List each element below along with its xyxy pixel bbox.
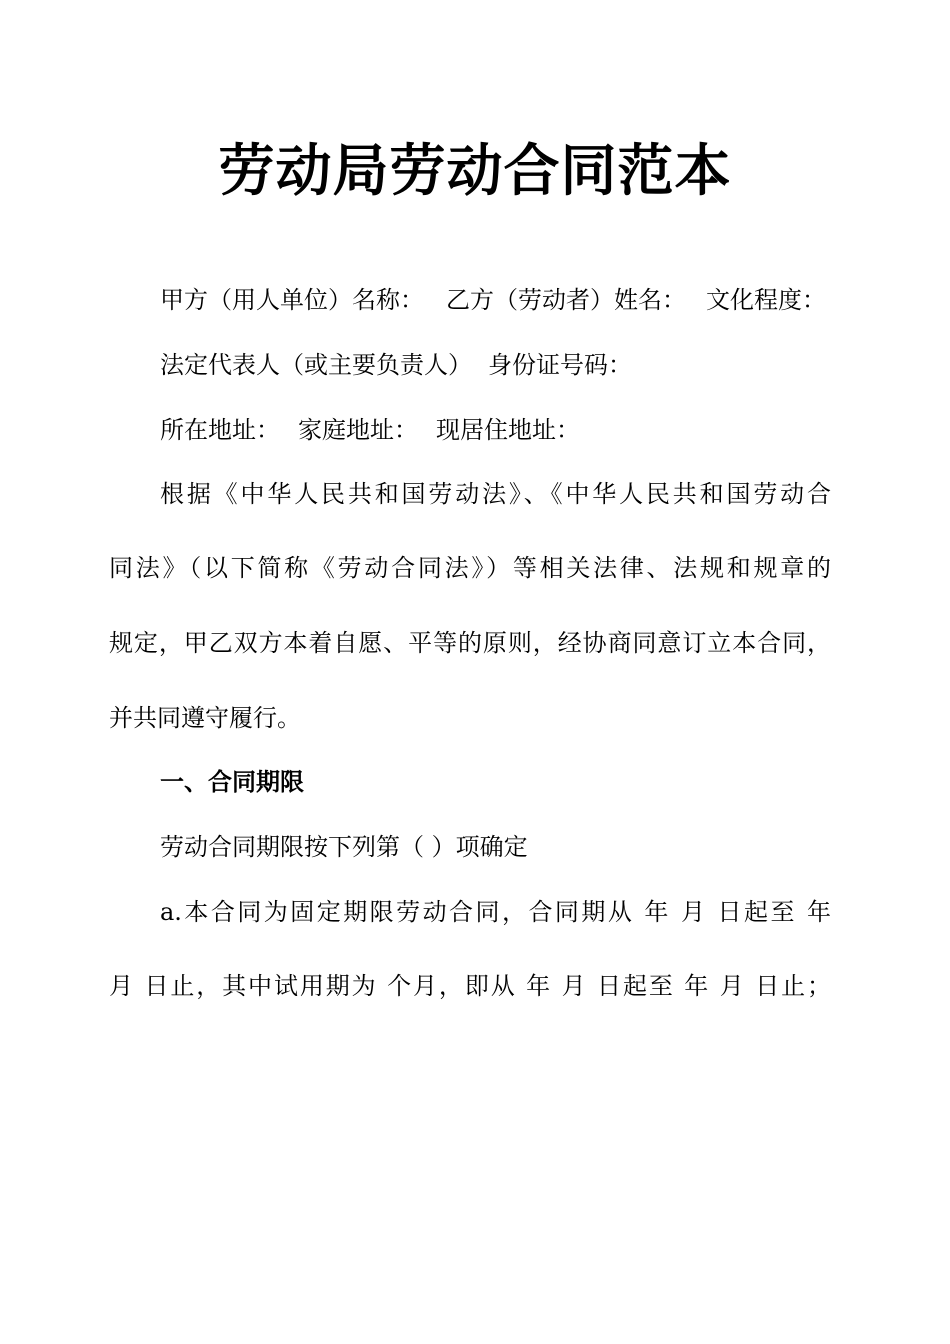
term-option-a-line-2: 月 日止，其中试用期为 个月，即从 年 月 日起至 年 月 日止； xyxy=(109,972,831,1000)
term-option-a-line-1: a.本合同为固定期限劳动合同，合同期从 年 月 日起至 年 xyxy=(160,898,831,926)
party-info-line-1 xyxy=(109,282,900,318)
current-address-label: 现居住地址： xyxy=(436,416,580,444)
preamble-line-1: 根据《中华人民共和国劳动法》、《中华人民共和国劳动合 xyxy=(160,480,831,508)
education-label: 文化程度： xyxy=(706,286,826,314)
employee-name-label: 乙方（劳动者）姓名： xyxy=(446,286,686,314)
preamble-line-4: 并共同遵守履行。 xyxy=(109,704,301,732)
address-label: 所在地址： xyxy=(160,416,280,444)
party-info-line-2 xyxy=(109,347,900,383)
id-number-label: 身份证号码： xyxy=(488,351,632,379)
document-title: 劳动局劳动合同范本 xyxy=(218,139,732,204)
preamble-line-3: 规定，甲乙双方本着自愿、平等的原则，经协商同意订立本合同， xyxy=(109,629,831,657)
preamble-line-2: 同法》（以下简称《劳动合同法》）等相关法律、法规和规章的 xyxy=(109,554,831,582)
section-heading-term: 一、合同期限 xyxy=(160,768,304,796)
home-address-label: 家庭地址： xyxy=(298,416,418,444)
term-intro: 劳动合同期限按下列第（ ）项确定 xyxy=(160,833,528,861)
party-info-line-3 xyxy=(109,412,900,448)
employer-name-label: 甲方（用人单位）名称： xyxy=(160,286,424,314)
legal-rep-label: 法定代表人（或主要负责人） xyxy=(160,351,472,379)
